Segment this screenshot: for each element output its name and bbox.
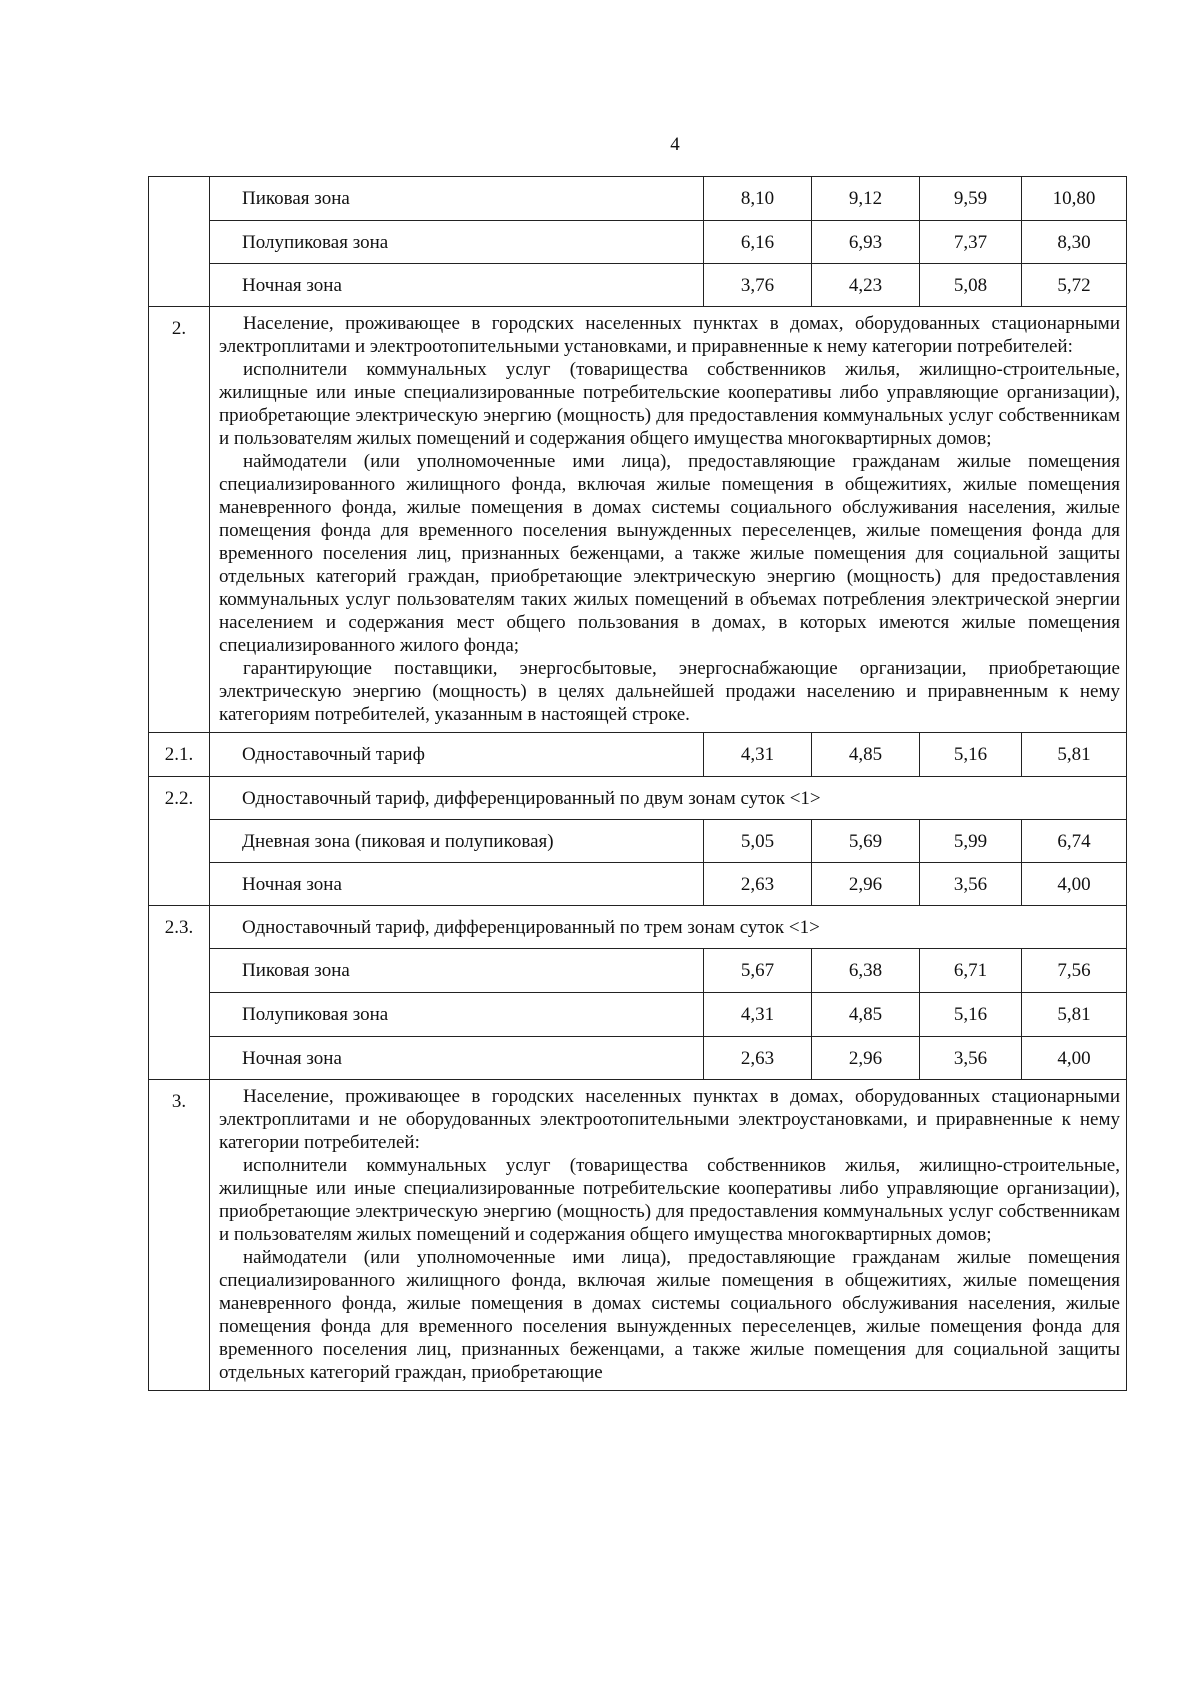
row-number: 2.3. <box>149 906 210 1080</box>
tariff-value: 6,93 <box>812 221 920 264</box>
tariff-group-title: Одноставочный тариф, дифференцированный по двум зонам суток <1> <box>210 777 1127 820</box>
tariff-value: 5,99 <box>920 820 1022 863</box>
row-number-empty <box>149 177 210 307</box>
tariff-value: 6,74 <box>1022 820 1127 863</box>
table-row <box>149 777 1127 820</box>
table-row <box>149 1037 1127 1080</box>
tariff-value: 4,31 <box>704 993 812 1037</box>
zone-name: Полупиковая зона <box>210 221 704 264</box>
tariff-value: 10,80 <box>1022 177 1127 221</box>
table-row <box>149 221 1127 264</box>
tariff-value: 5,08 <box>920 264 1022 307</box>
table-row <box>149 863 1127 906</box>
tariff-group-title: Одноставочный тариф, дифференцированный по трем зонам суток <1> <box>210 906 1127 949</box>
section-description <box>210 307 1127 733</box>
row-number: 2. <box>149 307 210 733</box>
row-number: 3. <box>149 1080 210 1391</box>
tariff-value: 5,05 <box>704 820 812 863</box>
section-paragraph: исполнители коммунальных услуг (товарищества собственников жилья, жилищно-строительные, жилищные или иные специализированные потребительские кооперативы либо управляющие организации), приобретающие электрическую энергию (мощность) для предоставления коммунальных услуг собственникам и пользователям жилых помещений и содержания общего имущества многоквартирных домов; <box>219 359 1120 449</box>
tariff-value: 6,16 <box>704 221 812 264</box>
section-description <box>210 1080 1127 1391</box>
row-number: 2.2. <box>149 777 210 906</box>
table-row <box>149 993 1127 1037</box>
tariff-value: 5,72 <box>1022 264 1127 307</box>
tariff-value: 6,71 <box>920 949 1022 993</box>
tariff-value: 7,37 <box>920 221 1022 264</box>
section-paragraph: наймодатели (или уполномоченные ими лица), предоставляющие гражданам жилые помещения специализированного жилищного фонда, включая жилые помещения в общежитиях, жилые помещения маневренного фонда, жилые помещения в домах системы социального обслуживания населения, жилые помещения фонда для временного поселения вынужденных переселенцев, жилые помещения фонда для временного поселения лиц, признанных беженцами, а также жилые помещения для социальной защиты отдельных категорий граждан, приобретающие <box>219 1247 1120 1383</box>
tariff-value: 4,31 <box>704 733 812 777</box>
table-row <box>149 906 1127 949</box>
tariff-value: 5,81 <box>1022 993 1127 1037</box>
tariff-value: 5,69 <box>812 820 920 863</box>
tariff-value: 3,56 <box>920 863 1022 906</box>
tariff-value: 9,12 <box>812 177 920 221</box>
section-paragraph: гарантирующие поставщики, энергосбытовые, энергоснабжающие организации, приобретающие электрическую энергию (мощность) в целях дальнейшей продажи населению и приравненным к нему категориям потребителей, указанным в настоящей строке. <box>219 658 1120 725</box>
tariff-value: 8,30 <box>1022 221 1127 264</box>
table-row <box>149 177 1127 221</box>
zone-name: Полупиковая зона <box>210 993 704 1037</box>
table-row <box>149 264 1127 307</box>
zone-name: Дневная зона (пиковая и полупиковая) <box>210 820 704 863</box>
tariff-value: 2,63 <box>704 863 812 906</box>
tariff-value: 5,67 <box>704 949 812 993</box>
zone-name: Ночная зона <box>210 863 704 906</box>
tariff-value: 4,85 <box>812 993 920 1037</box>
section-paragraph: Население, проживающее в городских населенных пунктах в домах, оборудованных стационарными электроплитами и не оборудованных электроотопительными электроустановками, и приравненные к нему категории потребителей: <box>219 1086 1120 1153</box>
zone-name: Пиковая зона <box>210 949 704 993</box>
tariff-value: 7,56 <box>1022 949 1127 993</box>
tariff-value: 5,16 <box>920 733 1022 777</box>
tariff-value: 4,00 <box>1022 1037 1127 1080</box>
tariff-value: 4,23 <box>812 264 920 307</box>
page-number: 4 <box>670 134 680 155</box>
tariff-value: 5,16 <box>920 993 1022 1037</box>
tariff-value: 3,56 <box>920 1037 1022 1080</box>
section-paragraph: наймодатели (или уполномоченные ими лица), предоставляющие гражданам жилые помещения специализированного жилищного фонда, включая жилые помещения в общежитиях, жилые помещения маневренного фонда, жилые помещения в домах системы социального обслуживания населения, жилые помещения фонда для временного поселения вынужденных переселенцев, жилые помещения фонда для временного поселения лиц, признанных беженцами, а также жилые помещения для социальной защиты отдельных категорий граждан, приобретающие электрическую энергию (мощность) для предоставления коммунальных услуг пользователям таких жилых помещений в объемах потребления электрической энергии населением и содержания мест общего пользования в домах, в которых имеются жилые помещения специализированного жилого фонда; <box>219 451 1120 656</box>
zone-name: Пиковая зона <box>210 177 704 221</box>
tariff-value: 4,85 <box>812 733 920 777</box>
tariff-value: 6,38 <box>812 949 920 993</box>
section-paragraph: Население, проживающее в городских населенных пунктах в домах, оборудованных стационарными электроплитами и электроотопительными установками, и приравненные к нему категории потребителей: <box>219 313 1120 357</box>
section-row <box>149 1080 1127 1391</box>
tariff-table <box>148 176 1127 1391</box>
tariff-value: 2,96 <box>812 1037 920 1080</box>
table-row <box>149 733 1127 777</box>
table-row <box>149 820 1127 863</box>
tariff-name: Одноставочный тариф <box>210 733 704 777</box>
row-number: 2.1. <box>149 733 210 777</box>
table-row <box>149 949 1127 993</box>
zone-name: Ночная зона <box>210 1037 704 1080</box>
tariff-value: 5,81 <box>1022 733 1127 777</box>
tariff-value: 8,10 <box>704 177 812 221</box>
section-paragraph: исполнители коммунальных услуг (товарищества собственников жилья, жилищно-строительные, жилищные или иные специализированные потребительские кооперативы либо управляющие организации), приобретающие электрическую энергию (мощность) для предоставления коммунальных услуг собственникам и пользователям жилых помещений и содержания общего имущества многоквартирных домов; <box>219 1155 1120 1245</box>
section-row <box>149 307 1127 733</box>
tariff-value: 4,00 <box>1022 863 1127 906</box>
tariff-value: 2,63 <box>704 1037 812 1080</box>
tariff-value: 3,76 <box>704 264 812 307</box>
tariff-value: 9,59 <box>920 177 1022 221</box>
tariff-value: 2,96 <box>812 863 920 906</box>
zone-name: Ночная зона <box>210 264 704 307</box>
